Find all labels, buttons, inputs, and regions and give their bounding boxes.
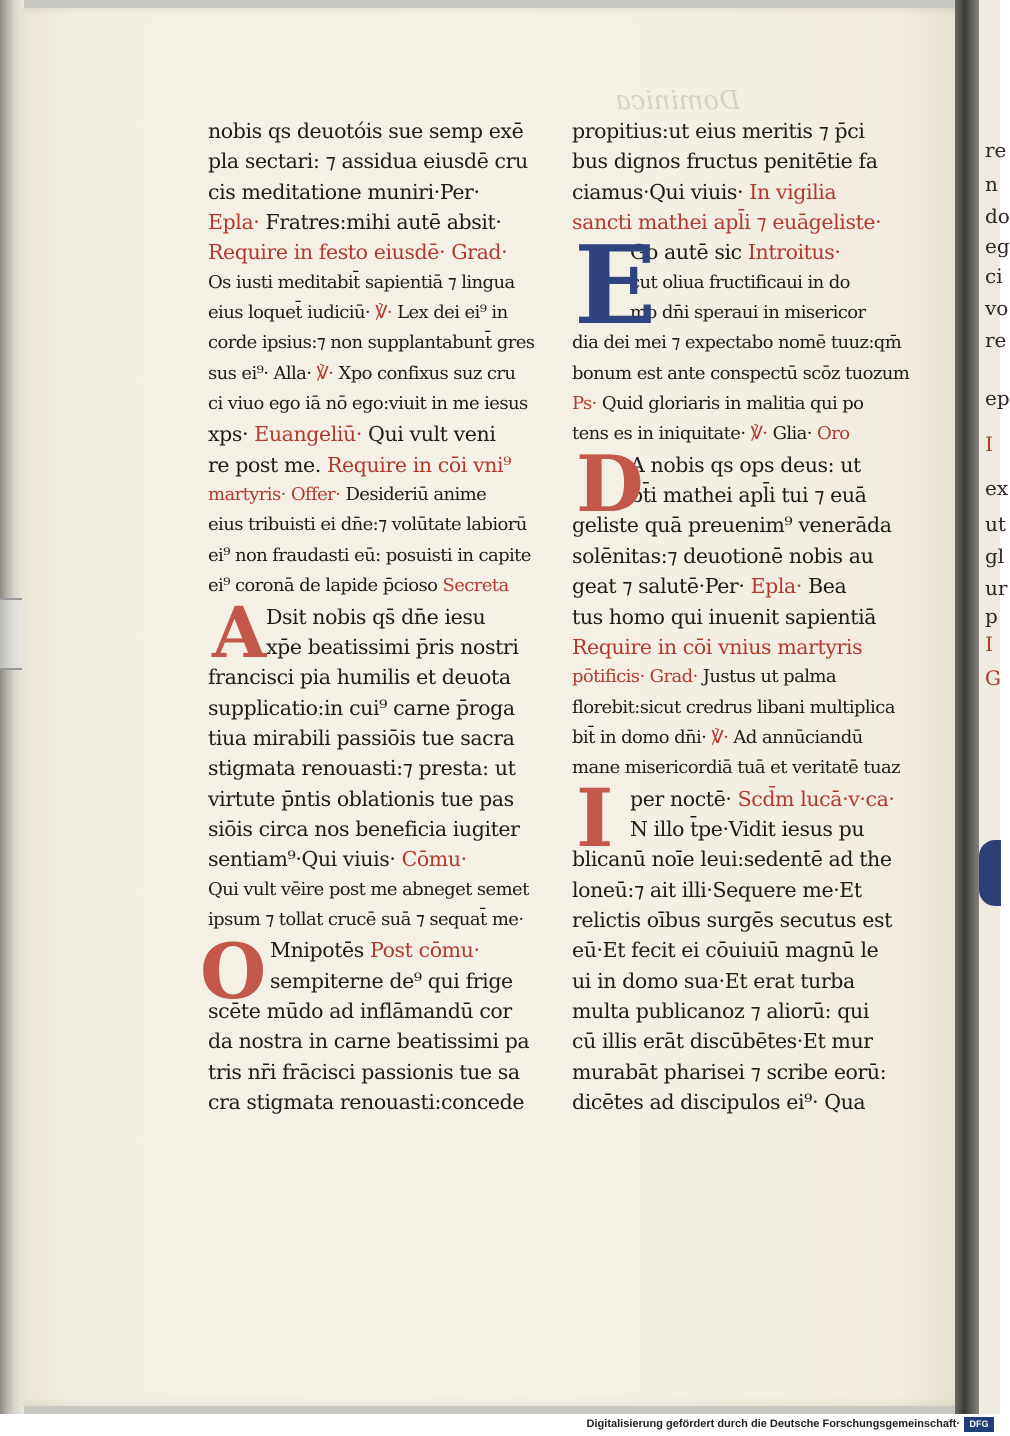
rubric-text: Scd̄m lucā·v·ca· bbox=[737, 786, 895, 811]
text-line bbox=[208, 177, 548, 207]
body-text: ci viuo ego iā nō ego:viuit in me iesus bbox=[208, 393, 528, 415]
facing-page-fragment: ur bbox=[985, 576, 1008, 600]
text-line bbox=[572, 753, 912, 783]
rubric-text: pōtificis· Grad· bbox=[572, 666, 703, 688]
facing-page-fragment: eg bbox=[985, 234, 1010, 258]
body-text: Lex dei ei⁹ in bbox=[397, 302, 508, 324]
body-text: ciamus·Qui viuis· bbox=[572, 179, 750, 204]
book-spine bbox=[955, 0, 979, 1414]
initial-letter-i: I bbox=[576, 771, 614, 865]
text-line bbox=[208, 1026, 548, 1056]
body-text: stigmata renouasti:⁊ presta: ut bbox=[208, 756, 516, 781]
body-text: da nostra in carne beatissimi pa bbox=[208, 1029, 530, 1054]
body-text: Mnipotēs bbox=[270, 938, 371, 963]
body-text: corde ipsius:⁊ non supplantabunt̄ gres bbox=[208, 332, 535, 354]
rubric-text: Require in festo eiusdē· Grad· bbox=[208, 240, 508, 265]
rubric-text: In vigilia bbox=[749, 179, 837, 204]
text-line bbox=[572, 844, 912, 874]
rubric-text: sancti mathei apl̄i ⁊ euāgeliste· bbox=[572, 210, 882, 235]
text-line bbox=[572, 905, 912, 935]
body-text: cis meditatione muniri·Per· bbox=[208, 179, 480, 204]
initial-letter-e: E bbox=[574, 223, 657, 349]
body-text: propitius:ut eius meritis ⁊ p̄ci bbox=[572, 119, 865, 143]
text-line bbox=[572, 359, 912, 389]
body-text: florebit:sicut credrus libani multiplica bbox=[572, 696, 895, 718]
body-text: Dsit nobis qs̄ dn̄e iesu bbox=[266, 604, 486, 629]
text-line bbox=[572, 935, 912, 965]
body-text: bit̄ in domo dn̄i· bbox=[572, 726, 712, 748]
facing-page-fragment: do bbox=[985, 204, 1010, 228]
text-line bbox=[208, 359, 548, 389]
facing-page-fragment: re bbox=[985, 328, 1007, 352]
rubric-text: Require in cōi vnius martyris bbox=[572, 634, 863, 659]
facing-page-fragment: gl bbox=[985, 544, 1005, 568]
facing-page-fragment: ex bbox=[985, 476, 1009, 500]
page-stack-edges bbox=[0, 0, 24, 1414]
body-text: sempiterne de⁹ qui frige bbox=[270, 968, 513, 993]
text-line bbox=[572, 784, 912, 814]
body-text: blicanū noīe leui:sedentē ad the bbox=[572, 847, 892, 872]
body-text: ui in domo sua·Et erat turba bbox=[572, 968, 855, 993]
body-text: per noctē· bbox=[630, 786, 738, 811]
body-text: mo dn̄i speraui in misericor bbox=[630, 302, 866, 324]
dfg-logo: DFG bbox=[964, 1417, 994, 1432]
text-line bbox=[208, 844, 548, 874]
body-text: Quid gloriaris in malitia qui po bbox=[601, 393, 864, 415]
body-text: Go autē sic bbox=[630, 240, 748, 265]
body-text: relictis oībus surgēs secutus est bbox=[572, 907, 892, 932]
text-line bbox=[572, 1057, 912, 1087]
rubric-text: Cōmu· bbox=[401, 847, 467, 872]
body-text: Xpo confixus suz cru bbox=[338, 362, 516, 384]
body-text: murabāt pharisei ⁊ scribe eorū: bbox=[572, 1059, 887, 1084]
facing-page-fragment: I bbox=[985, 432, 993, 456]
text-line bbox=[572, 966, 912, 996]
text-line bbox=[572, 814, 912, 844]
body-text: Fratres:mihi autē absit· bbox=[265, 210, 502, 235]
body-text: eius tribuisti ei dn̄e:⁊ volūtate labiorū bbox=[208, 514, 527, 536]
text-line bbox=[572, 1087, 912, 1117]
body-text: dia dei mei ⁊ expectabo nomē tuuz:qm̄ bbox=[572, 332, 902, 354]
rubric-text: Secreta bbox=[442, 575, 509, 597]
rubric-text: ℣· bbox=[316, 362, 339, 384]
initial-letter-o: O bbox=[200, 927, 267, 1016]
rubric-text: ℣· bbox=[375, 302, 398, 324]
text-line bbox=[208, 693, 548, 723]
body-text: francisci pia humilis et deuota bbox=[208, 665, 511, 690]
rubric-text: Epla· bbox=[750, 574, 809, 599]
text-line bbox=[208, 480, 548, 510]
body-text: bus dignos fructus penitētie fa bbox=[572, 149, 878, 174]
rubric-text: ℣· bbox=[750, 423, 773, 445]
body-text: Qui vult vēire post me abneget semet bbox=[208, 878, 529, 900]
facing-page-fragment: p bbox=[985, 604, 998, 628]
body-text: pla sectari: ⁊ assidua eiusdē cru bbox=[208, 149, 528, 174]
facing-page-fragment: n bbox=[985, 172, 998, 196]
text-line bbox=[572, 116, 912, 146]
text-line bbox=[208, 1057, 548, 1087]
body-text: multa publicanoz ⁊ aliorū: qui bbox=[572, 998, 869, 1023]
facing-page-fragment: I bbox=[985, 632, 993, 656]
body-text: re post me. bbox=[208, 452, 327, 477]
text-line bbox=[572, 146, 912, 176]
initial-letter-a: A bbox=[212, 591, 267, 674]
body-text: N illo t̄pe·Vidit iesus pu bbox=[630, 816, 865, 841]
text-line bbox=[572, 602, 912, 632]
footer-bar bbox=[0, 1414, 1000, 1436]
rubric-text: ℣· bbox=[711, 726, 734, 748]
text-line bbox=[572, 875, 912, 905]
facing-page-fragment: ut bbox=[985, 512, 1006, 536]
text-line bbox=[208, 510, 548, 540]
body-text: sentiam⁹·Qui viuis· bbox=[208, 847, 402, 872]
facing-page-fragment: G bbox=[985, 666, 1001, 690]
text-line bbox=[208, 116, 548, 146]
body-text: ei⁹ coronā de lapide p̄cioso bbox=[208, 575, 443, 597]
facing-page-fragment: ep bbox=[985, 386, 1010, 410]
facing-page-fragment: vo bbox=[985, 296, 1009, 320]
body-text: geat ⁊ salutē·Per· bbox=[572, 574, 751, 599]
body-text: Ad annūciandū bbox=[733, 726, 863, 748]
text-line bbox=[208, 814, 548, 844]
body-text: cut oliua fructificaui in do bbox=[630, 271, 850, 293]
text-line bbox=[572, 632, 912, 662]
footer-credit: Digitalisierung gefördert durch die Deutsche Forschungsgemeinschaft· bbox=[586, 1418, 960, 1430]
text-line bbox=[572, 1026, 912, 1056]
text-line bbox=[208, 389, 548, 419]
body-text: A nobis qs ops deus: ut bbox=[630, 452, 861, 477]
text-line bbox=[572, 177, 912, 207]
body-text: Glia· bbox=[772, 423, 818, 445]
text-line bbox=[208, 268, 548, 298]
body-text: solēnitas:⁊ deuotionē nobis au bbox=[572, 543, 874, 568]
body-text: Desideriū anime bbox=[345, 484, 487, 506]
text-line bbox=[572, 693, 912, 723]
text-line bbox=[208, 723, 548, 753]
body-text: tus homo qui inuenit sapientiā bbox=[572, 604, 877, 629]
body-text: scēte mūdo ad inflāmandū cor bbox=[208, 998, 512, 1023]
body-text: Justus ut palma bbox=[702, 666, 836, 688]
text-line bbox=[208, 207, 548, 237]
initial-letter-d: D bbox=[576, 439, 644, 530]
rubric-text: martyris· Offer· bbox=[208, 484, 346, 506]
body-text: bonum est ante conspectū scōz tuozum bbox=[572, 362, 910, 384]
text-line bbox=[208, 1087, 548, 1117]
body-text: siōis circa nos beneficia iugiter bbox=[208, 816, 520, 841]
text-line bbox=[208, 298, 548, 328]
body-text: tiua mirabili passiōis tue sacra bbox=[208, 725, 515, 750]
text-line bbox=[572, 389, 912, 419]
body-text: bt̄i mathei apl̄i tui ⁊ euā bbox=[630, 483, 867, 508]
rubric-text: Oro bbox=[817, 423, 850, 445]
text-line bbox=[208, 784, 548, 814]
facing-page-fragment: ci bbox=[985, 264, 1003, 288]
text-line bbox=[572, 662, 912, 692]
body-text: Bea bbox=[808, 574, 847, 599]
body-text: eū·Et fecit ei cōuiuiū magnū le bbox=[572, 938, 879, 963]
rubric-text: Require in cōi vni⁹ bbox=[327, 452, 512, 477]
body-text: sus ei⁹· Alla· bbox=[208, 362, 317, 384]
body-text: Os iusti meditabit̄ sapientiā ⁊ lingua bbox=[208, 271, 515, 293]
text-line bbox=[208, 146, 548, 176]
text-line bbox=[572, 541, 912, 571]
body-text: ei⁹ non fraudasti eū: posuisti in capite bbox=[208, 544, 531, 566]
body-text: nobis qs deuotóis sue semp exē bbox=[208, 119, 524, 143]
body-text: eius loquet̄ iudiciū· bbox=[208, 302, 376, 324]
rubric-text: Euangeliū· bbox=[254, 422, 369, 447]
text-line bbox=[208, 419, 548, 449]
bleed-through-text: Dominica bbox=[615, 86, 740, 116]
body-text: xp̄e beatissimi p̄ris nostri bbox=[266, 634, 519, 659]
rubric-text: Introitus· bbox=[747, 240, 841, 265]
text-line bbox=[208, 237, 548, 267]
text-line bbox=[208, 541, 548, 571]
body-text: supplicatio:in cui⁹ carne p̄roga bbox=[208, 695, 515, 720]
facing-page-fragment: re bbox=[985, 138, 1007, 162]
body-text: loneū:⁊ ait illi·Sequere me·Et bbox=[572, 877, 862, 902]
rubric-text: Ps· bbox=[572, 393, 602, 415]
body-text: xps· bbox=[208, 422, 255, 447]
facing-page-edge bbox=[979, 0, 1010, 1414]
body-text: cū illis erāt discūbētes·Et mur bbox=[572, 1029, 873, 1054]
text-line bbox=[208, 753, 548, 783]
rubric-text: Epla· bbox=[208, 210, 266, 235]
text-line bbox=[208, 875, 548, 905]
text-line bbox=[572, 571, 912, 601]
text-line bbox=[572, 723, 912, 753]
facing-page-blue-initial bbox=[979, 840, 1001, 906]
body-text: geliste quā preuenim⁹ venerāda bbox=[572, 513, 892, 538]
body-text: dicētes ad discipulos ei⁹· Qua bbox=[572, 1090, 866, 1114]
rubric-text: Post cōmu· bbox=[370, 938, 480, 963]
body-text: Qui vult veni bbox=[368, 422, 496, 447]
body-text: cra stigmata renouasti:concede bbox=[208, 1090, 525, 1114]
body-text: virtute p̄ntis oblationis tue pas bbox=[208, 786, 514, 811]
text-line bbox=[572, 996, 912, 1026]
text-line bbox=[208, 328, 548, 358]
body-text: mane misericordiā tuā et veritatē tuaz bbox=[572, 757, 900, 779]
body-text: ipsum ⁊ tollat crucē suā ⁊ sequat̄ me· bbox=[208, 908, 524, 930]
text-line bbox=[208, 450, 548, 480]
body-text: tris nr̄i frācisci passionis tue sa bbox=[208, 1059, 520, 1084]
body-text: tens es in iniquitate· bbox=[572, 423, 751, 445]
